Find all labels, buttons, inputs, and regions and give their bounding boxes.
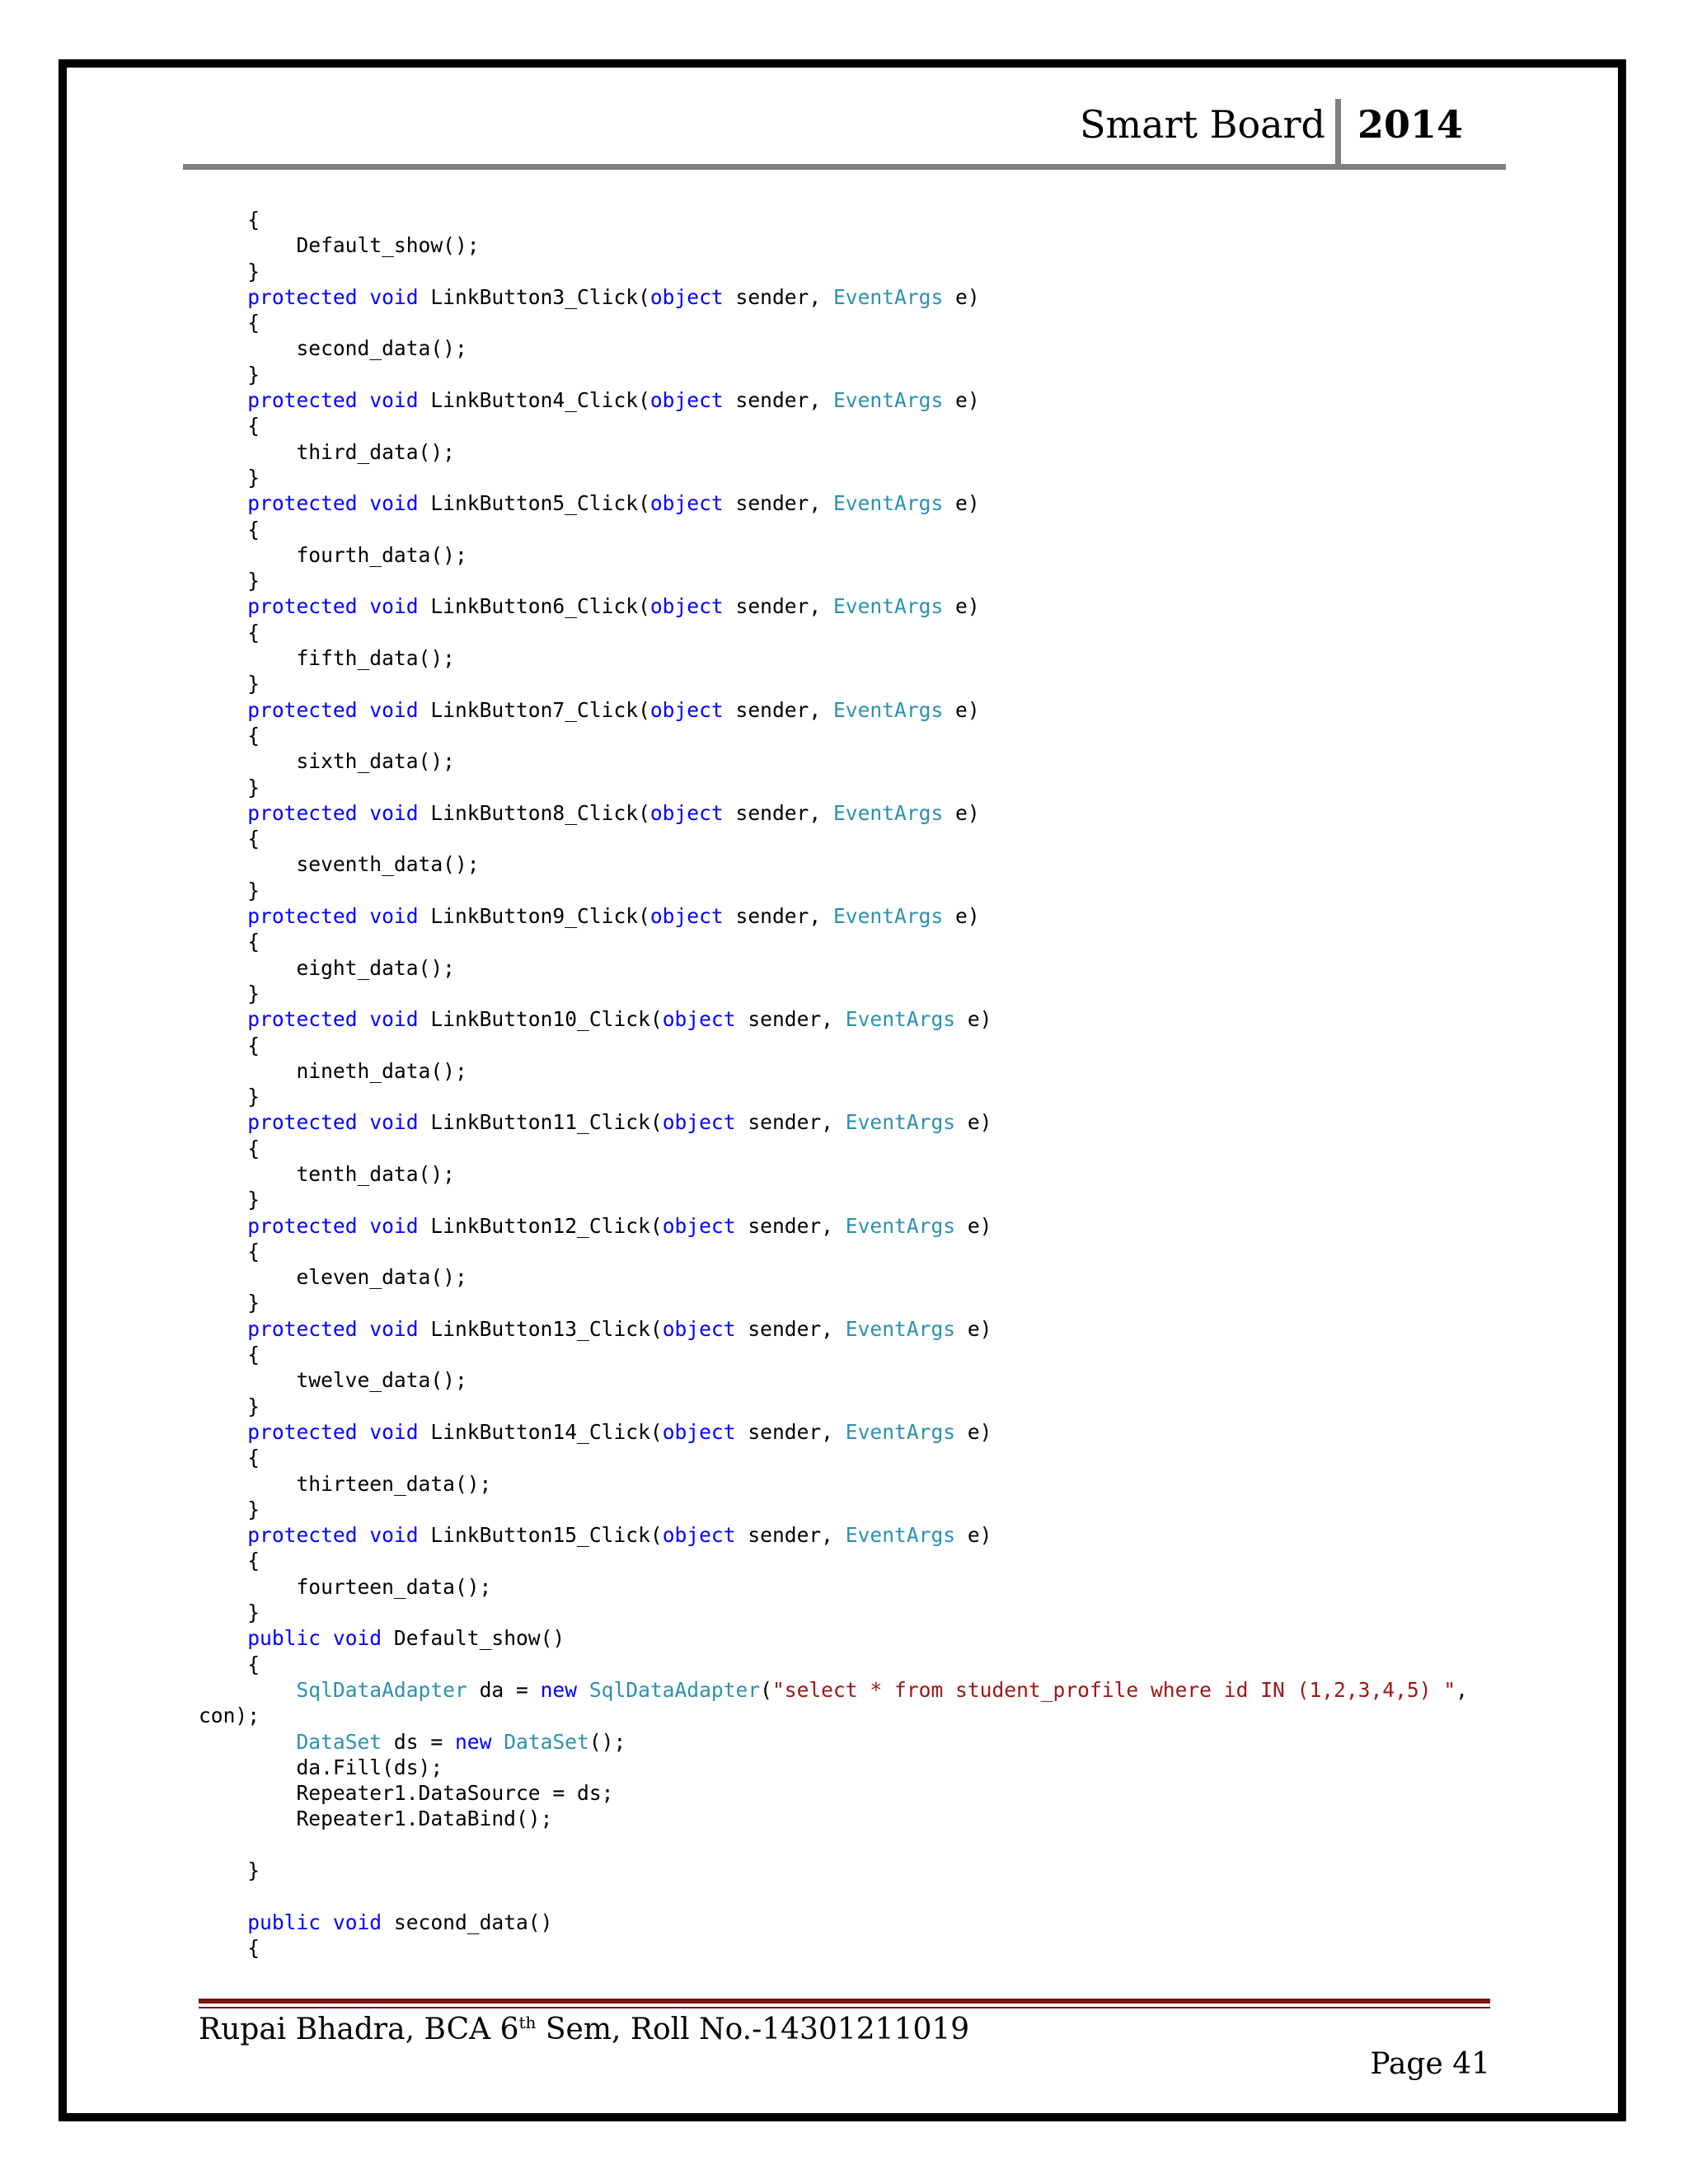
code-token: sender, bbox=[723, 800, 833, 825]
code-line bbox=[199, 1419, 1468, 1445]
code-token: void bbox=[369, 1419, 419, 1444]
code-token bbox=[199, 285, 247, 309]
code-token: sender, bbox=[735, 1213, 846, 1238]
code-token bbox=[358, 1007, 370, 1031]
header-year: 2014 bbox=[1357, 102, 1464, 147]
code-line bbox=[199, 517, 1468, 542]
code-token: } bbox=[199, 1085, 260, 1109]
code-token: public bbox=[247, 1910, 321, 1934]
code-line bbox=[199, 362, 1468, 387]
code-line bbox=[199, 645, 1468, 671]
code-token: protected bbox=[247, 697, 358, 722]
code-token: second_data(); bbox=[199, 336, 467, 361]
code-token: void bbox=[369, 1523, 419, 1548]
code-token: } bbox=[199, 259, 260, 284]
code-token: e) bbox=[943, 388, 980, 413]
code-token: void bbox=[332, 1626, 382, 1651]
code-line bbox=[199, 1883, 1468, 1909]
code-line bbox=[199, 620, 1468, 645]
code-line bbox=[199, 1109, 1468, 1135]
code-token: { bbox=[199, 1239, 260, 1263]
code-token: protected bbox=[247, 594, 358, 619]
code-line bbox=[199, 826, 1468, 851]
code-token: sender, bbox=[723, 697, 833, 722]
code-token: protected bbox=[247, 904, 358, 929]
code-token: EventArgs bbox=[845, 1110, 956, 1135]
code-token: protected bbox=[247, 1523, 358, 1548]
code-line bbox=[199, 1780, 1468, 1806]
code-line bbox=[199, 903, 1468, 929]
code-token: sender, bbox=[735, 1007, 846, 1032]
code-line bbox=[199, 1264, 1468, 1290]
code-token: object bbox=[649, 594, 724, 619]
code-token bbox=[199, 1626, 247, 1650]
code-token: { bbox=[199, 1033, 260, 1057]
code-line bbox=[199, 1625, 1468, 1651]
code-token: sixth_data(); bbox=[199, 749, 455, 774]
code-token: seventh_data(); bbox=[199, 852, 480, 877]
code-line bbox=[199, 1729, 1468, 1755]
header-title: Smart Board bbox=[1079, 102, 1325, 147]
code-token: protected bbox=[247, 491, 358, 516]
code-token: EventArgs bbox=[845, 1419, 956, 1444]
code-line bbox=[199, 1910, 1468, 1935]
code-token: SqlDataAdapter bbox=[296, 1677, 467, 1702]
code-token: EventArgs bbox=[832, 697, 944, 722]
code-token bbox=[199, 1110, 247, 1134]
code-token: object bbox=[662, 1419, 736, 1444]
code-token: "select * from student_profile where id IN (1,2,3,4,5) " bbox=[771, 1677, 1456, 1702]
code-line bbox=[199, 1574, 1468, 1600]
code-line bbox=[199, 1161, 1468, 1187]
code-token: twelve_data(); bbox=[199, 1368, 467, 1393]
code-token: void bbox=[369, 800, 419, 825]
code-token: protected bbox=[247, 1110, 358, 1135]
code-line bbox=[199, 542, 1468, 568]
code-token: sender, bbox=[723, 284, 833, 309]
code-line bbox=[199, 1471, 1468, 1497]
code-token: (); bbox=[588, 1729, 626, 1754]
code-line bbox=[199, 1213, 1468, 1239]
code-token: LinkButton4_Click( bbox=[418, 388, 650, 413]
code-token bbox=[321, 1626, 333, 1650]
code-line bbox=[199, 851, 1468, 877]
code-token: } bbox=[199, 1188, 260, 1212]
code-token: da.Fill(ds); bbox=[199, 1755, 443, 1779]
code-line bbox=[199, 207, 1468, 232]
code-line bbox=[199, 1600, 1468, 1625]
code-token: } bbox=[199, 775, 260, 799]
code-token: void bbox=[332, 1910, 382, 1934]
code-token: LinkButton3_Click( bbox=[418, 284, 650, 309]
code-token: EventArgs bbox=[832, 800, 944, 825]
code-token bbox=[358, 1523, 370, 1547]
code-line bbox=[199, 748, 1468, 774]
code-token: object bbox=[649, 491, 724, 516]
code-token: thirteen_data(); bbox=[199, 1471, 492, 1496]
code-line bbox=[199, 878, 1468, 903]
code-token: void bbox=[369, 1110, 419, 1135]
code-token: object bbox=[662, 1007, 736, 1032]
code-token bbox=[358, 491, 370, 515]
code-token: EventArgs bbox=[845, 1213, 956, 1238]
code-token: e) bbox=[955, 1316, 992, 1341]
code-token: da = bbox=[467, 1677, 541, 1702]
code-token: LinkButton8_Click( bbox=[418, 800, 650, 825]
code-token: EventArgs bbox=[832, 594, 944, 619]
code-token: protected bbox=[247, 1316, 358, 1341]
code-line bbox=[199, 1033, 1468, 1058]
code-token: e) bbox=[943, 904, 980, 929]
code-token bbox=[199, 1678, 296, 1702]
code-token: void bbox=[369, 1213, 419, 1238]
code-token: e) bbox=[943, 594, 980, 619]
code-token: EventArgs bbox=[845, 1316, 956, 1341]
code-line bbox=[199, 465, 1468, 490]
code-token bbox=[199, 388, 247, 412]
code-line bbox=[199, 439, 1468, 465]
code-token: object bbox=[649, 904, 724, 929]
code-token: e) bbox=[943, 697, 980, 722]
code-token bbox=[358, 698, 370, 722]
author-superscript: th bbox=[518, 2013, 537, 2032]
code-line bbox=[199, 775, 1468, 800]
code-line bbox=[199, 1136, 1468, 1161]
code-token bbox=[358, 594, 370, 618]
code-token bbox=[199, 594, 247, 618]
code-line bbox=[199, 1239, 1468, 1264]
code-token: } bbox=[199, 672, 260, 696]
code-token: object bbox=[662, 1316, 736, 1341]
code-token: { bbox=[199, 1343, 260, 1367]
code-token bbox=[199, 491, 247, 515]
code-line bbox=[199, 593, 1468, 619]
code-token: SqlDataAdapter bbox=[588, 1677, 761, 1702]
code-token: protected bbox=[247, 388, 358, 413]
code-token: third_data(); bbox=[199, 439, 455, 464]
code-token: } bbox=[199, 981, 260, 1005]
code-line bbox=[199, 1548, 1468, 1573]
code-line bbox=[199, 232, 1468, 258]
code-token: { bbox=[199, 208, 260, 232]
code-token: LinkButton5_Click( bbox=[418, 491, 650, 516]
code-token: EventArgs bbox=[845, 1523, 956, 1548]
code-token: { bbox=[199, 620, 260, 644]
code-token: protected bbox=[247, 1213, 358, 1238]
code-line bbox=[199, 1703, 1468, 1728]
code-token: EventArgs bbox=[832, 284, 944, 309]
code-token: LinkButton15_Click( bbox=[418, 1523, 663, 1548]
code-line bbox=[199, 929, 1468, 954]
code-token: e) bbox=[955, 1110, 992, 1135]
code-token: } bbox=[199, 878, 260, 902]
code-token: { bbox=[199, 723, 260, 748]
code-line bbox=[199, 1806, 1468, 1831]
code-token: nineth_data(); bbox=[199, 1058, 467, 1083]
code-token: protected bbox=[247, 800, 358, 825]
code-token bbox=[199, 1420, 247, 1444]
code-token: LinkButton9_Click( bbox=[418, 904, 650, 929]
code-token: } bbox=[199, 465, 260, 490]
code-token: LinkButton6_Click( bbox=[418, 594, 650, 619]
code-token: con); bbox=[199, 1704, 260, 1728]
code-line bbox=[199, 671, 1468, 696]
code-token: { bbox=[199, 930, 260, 954]
code-token bbox=[321, 1910, 333, 1934]
code-token bbox=[358, 904, 370, 928]
code-token: void bbox=[369, 388, 419, 413]
code-token bbox=[199, 1910, 247, 1934]
code-line bbox=[199, 1187, 1468, 1212]
author-suffix: Sem, Roll No.-14301211019 bbox=[536, 2013, 970, 2046]
code-token: protected bbox=[247, 284, 358, 309]
code-token bbox=[199, 698, 247, 722]
footer-rule bbox=[199, 1999, 1490, 2004]
code-token: LinkButton13_Click( bbox=[418, 1316, 663, 1341]
code-token: sender, bbox=[735, 1419, 846, 1444]
code-line bbox=[199, 1445, 1468, 1470]
code-token: EventArgs bbox=[832, 491, 944, 516]
code-token: object bbox=[649, 284, 724, 309]
code-token bbox=[199, 1523, 247, 1547]
code-token: void bbox=[369, 284, 419, 309]
code-token: void bbox=[369, 1316, 419, 1341]
code-line bbox=[199, 284, 1468, 310]
code-token: new bbox=[454, 1729, 492, 1754]
code-token: } bbox=[199, 362, 260, 387]
code-token: Default_show(); bbox=[199, 233, 480, 258]
code-line bbox=[199, 981, 1468, 1006]
code-listing bbox=[199, 207, 1468, 1961]
code-token: { bbox=[199, 1549, 260, 1573]
code-token: eleven_data(); bbox=[199, 1265, 467, 1290]
code-line bbox=[199, 1316, 1468, 1342]
code-token: object bbox=[662, 1523, 736, 1548]
code-token: ds = bbox=[382, 1729, 455, 1754]
code-token bbox=[358, 801, 370, 825]
code-token: e) bbox=[955, 1007, 992, 1032]
code-token bbox=[358, 1110, 370, 1134]
header-divider bbox=[1335, 99, 1341, 166]
header-rule bbox=[183, 164, 1506, 170]
code-token: { bbox=[199, 1652, 260, 1676]
code-token: { bbox=[199, 827, 260, 851]
code-token: } bbox=[199, 569, 260, 593]
code-line bbox=[199, 1006, 1468, 1032]
code-token: e) bbox=[943, 491, 980, 516]
code-token: sender, bbox=[723, 594, 833, 619]
code-token: Default_show() bbox=[382, 1626, 565, 1651]
code-token: e) bbox=[955, 1419, 992, 1444]
code-token: sender, bbox=[735, 1316, 846, 1341]
code-line bbox=[199, 1858, 1468, 1883]
code-line bbox=[199, 1497, 1468, 1522]
code-line bbox=[199, 1084, 1468, 1109]
code-line bbox=[199, 335, 1468, 361]
code-token: } bbox=[199, 1497, 260, 1521]
code-token: void bbox=[369, 904, 419, 929]
code-token: protected bbox=[247, 1007, 358, 1032]
code-line bbox=[199, 1935, 1468, 1961]
code-token: e) bbox=[943, 284, 980, 309]
code-token: object bbox=[649, 388, 724, 413]
code-token: e) bbox=[955, 1213, 992, 1238]
code-line bbox=[199, 697, 1468, 723]
code-token bbox=[199, 1730, 296, 1754]
code-line bbox=[199, 413, 1468, 438]
code-token bbox=[491, 1730, 504, 1754]
code-token: LinkButton11_Click( bbox=[418, 1110, 663, 1135]
code-line bbox=[199, 1832, 1468, 1858]
code-token bbox=[199, 801, 247, 825]
code-token: protected bbox=[247, 1419, 358, 1444]
code-token: { bbox=[199, 1136, 260, 1160]
code-token: EventArgs bbox=[832, 904, 944, 929]
code-line bbox=[199, 568, 1468, 593]
code-token: { bbox=[199, 517, 260, 541]
code-line bbox=[199, 1522, 1468, 1548]
code-line bbox=[199, 387, 1468, 413]
code-token bbox=[199, 904, 247, 928]
code-token: { bbox=[199, 1935, 260, 1960]
footer-rule-thin bbox=[199, 2007, 1490, 2008]
code-token: LinkButton14_Click( bbox=[418, 1419, 663, 1444]
code-token: DataSet bbox=[296, 1729, 382, 1754]
code-token bbox=[358, 1420, 370, 1444]
code-token: object bbox=[662, 1213, 736, 1238]
code-line bbox=[199, 310, 1468, 335]
code-token bbox=[358, 1317, 370, 1341]
code-token: sender, bbox=[735, 1523, 846, 1548]
code-token: LinkButton12_Click( bbox=[418, 1213, 663, 1238]
code-token bbox=[577, 1678, 589, 1702]
code-line bbox=[199, 259, 1468, 284]
code-token bbox=[199, 1214, 247, 1238]
code-token: { bbox=[199, 414, 260, 438]
footer-author bbox=[199, 2013, 969, 2046]
code-token bbox=[199, 1007, 247, 1031]
code-token: DataSet bbox=[504, 1729, 589, 1754]
code-token: fourteen_data(); bbox=[199, 1574, 492, 1599]
author-prefix: Rupai Bhadra, BCA 6 bbox=[199, 2013, 519, 2046]
code-token: { bbox=[199, 311, 260, 335]
code-token: fourth_data(); bbox=[199, 542, 467, 567]
code-token: object bbox=[662, 1110, 736, 1135]
code-token: tenth_data(); bbox=[199, 1161, 455, 1186]
code-token: sender, bbox=[735, 1110, 846, 1135]
code-line bbox=[199, 1394, 1468, 1419]
code-token: second_data() bbox=[382, 1910, 553, 1934]
code-token: void bbox=[369, 491, 419, 516]
code-line bbox=[199, 723, 1468, 748]
code-line bbox=[199, 800, 1468, 826]
code-token: public bbox=[247, 1626, 321, 1651]
code-token bbox=[199, 1317, 247, 1341]
code-token: EventArgs bbox=[832, 388, 944, 413]
code-token: ( bbox=[760, 1677, 772, 1702]
code-token: EventArgs bbox=[845, 1007, 956, 1032]
code-token: } bbox=[199, 1601, 260, 1625]
code-line bbox=[199, 1367, 1468, 1393]
code-line bbox=[199, 490, 1468, 516]
code-line bbox=[199, 1342, 1468, 1367]
code-token: sender, bbox=[723, 904, 833, 929]
code-line bbox=[199, 1290, 1468, 1315]
code-token: } bbox=[199, 1858, 260, 1882]
code-token: object bbox=[649, 800, 724, 825]
code-line bbox=[199, 955, 1468, 981]
code-token: LinkButton10_Click( bbox=[418, 1007, 663, 1032]
code-line bbox=[199, 1652, 1468, 1677]
code-token: } bbox=[199, 1291, 260, 1315]
code-token: eight_data(); bbox=[199, 955, 455, 980]
code-token: object bbox=[649, 697, 724, 722]
code-token: Repeater1.DataSource = ds; bbox=[199, 1781, 614, 1806]
code-token bbox=[358, 1214, 370, 1238]
code-token bbox=[358, 388, 370, 412]
code-token: LinkButton7_Click( bbox=[418, 697, 650, 722]
code-line bbox=[199, 1755, 1468, 1780]
code-token: void bbox=[369, 594, 419, 619]
code-token bbox=[358, 285, 370, 309]
code-token: void bbox=[369, 1007, 419, 1032]
code-token: Repeater1.DataBind(); bbox=[199, 1807, 553, 1831]
code-token: void bbox=[369, 697, 419, 722]
code-token: sender, bbox=[723, 491, 833, 516]
code-token: sender, bbox=[723, 388, 833, 413]
code-token: , bbox=[1456, 1677, 1468, 1702]
code-token: e) bbox=[943, 800, 980, 825]
code-token: fifth_data(); bbox=[199, 646, 455, 671]
code-token: } bbox=[199, 1394, 260, 1418]
code-token: e) bbox=[955, 1523, 992, 1548]
code-line bbox=[199, 1058, 1468, 1084]
code-token: new bbox=[540, 1677, 578, 1702]
code-line bbox=[199, 1677, 1468, 1703]
page-number: Page 41 bbox=[1370, 2047, 1490, 2081]
code-token: { bbox=[199, 1446, 260, 1470]
